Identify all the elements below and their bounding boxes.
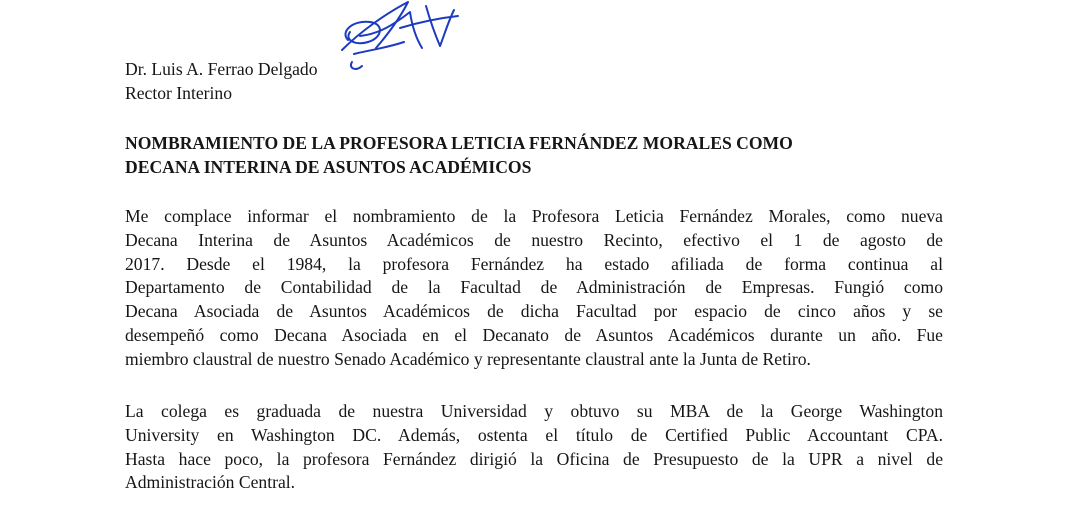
- memo-subject: [125, 131, 945, 179]
- paragraph-line: University en Washington DC. Además, ostenta el título de Certified Public Accountant CPA.: [125, 424, 943, 445]
- signature-image: [330, 0, 480, 82]
- sender-block: [125, 57, 318, 105]
- sender-title: Rector Interino: [125, 83, 232, 103]
- paragraph-line: desempeñó como Decana Asociada en el Decanato de Asuntos Académicos durante un año. Fue: [125, 324, 943, 345]
- body-paragraph-1: [125, 205, 943, 372]
- paragraph-line: miembro claustral de nuestro Senado Académico y representante claustral ante la Junta de Retiro.: [125, 348, 811, 369]
- paragraph-line: La colega es graduada de nuestra Universidad y obtuvo su MBA de la George Washington: [125, 401, 943, 421]
- paragraph-line: Hasta hace poco, la profesora Fernández dirigió la Oficina de Presupuesto de la UPR a nivel de: [125, 448, 943, 469]
- paragraph-line: Me complace informar el nombramiento de la Profesora Leticia Fernández Morales, como nueva: [125, 206, 943, 226]
- paragraph-line: Decana Asociada de Asuntos Académicos de dicha Facultad por espacio de cinco años y se: [125, 301, 943, 322]
- paragraph-line: Administración Central.: [125, 472, 296, 493]
- subject-line: NOMBRAMIENTO DE LA PROFESORA LETICIA FERNÁNDEZ MORALES COMO: [125, 133, 793, 153]
- paragraph-line: Departamento de Contabilidad de la Facultad de Administración de Empresas. Fungió como: [125, 277, 943, 298]
- body-paragraph-2: [125, 400, 943, 495]
- sender-name: Dr. Luis A. Ferrao Delgado: [125, 59, 318, 79]
- paragraph-line: Decana Interina de Asuntos Académicos de nuestro Recinto, efectivo el 1 de agosto de: [125, 229, 943, 250]
- subject-line: DECANA INTERINA DE ASUNTOS ACADÉMICOS: [125, 157, 532, 177]
- paragraph-line: 2017. Desde el 1984, la profesora Fernández ha estado afiliada de forma continua al: [125, 253, 943, 274]
